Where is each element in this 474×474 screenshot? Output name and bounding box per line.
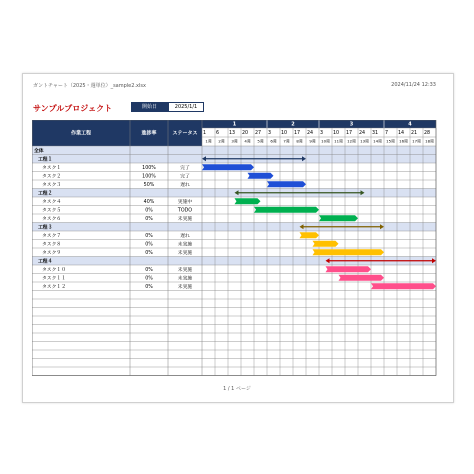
week-number-label: 4週 [244,138,251,144]
task-status: 遅れ [180,182,190,188]
task-bar[interactable] [326,266,372,272]
week-number-label: 17週 [412,138,421,144]
week-number-label: 1週 [205,138,212,144]
gantt-chart-grid [32,120,440,384]
week-date-label: 17 [346,131,353,136]
week-date-label: 27 [255,131,262,136]
month-label: 1 [232,121,237,128]
task-bar[interactable] [313,249,385,255]
task-status: 完了 [180,174,190,180]
phase-name: 工程２ [38,191,53,197]
week-date-label: 10 [333,131,340,136]
phase-name: 工程３ [38,225,53,231]
week-number-label: 14週 [373,138,382,144]
task-name: タスク４ [42,199,62,205]
page-number: 1 / 1 ページ [223,386,251,392]
month-label: 2 [291,121,295,128]
task-row [32,240,436,249]
task-progress: 100% [142,165,156,171]
table-row [32,350,436,359]
task-status: TODO [177,208,193,214]
task-progress: 0% [145,208,153,214]
week-number-label: 16週 [399,138,408,144]
task-row [32,180,436,189]
task-status: 完了 [180,165,190,171]
task-bar[interactable] [267,181,306,187]
task-status: 未実施 [177,267,193,273]
task-progress: 0% [145,276,153,282]
week-date-label: 28 [424,131,431,136]
task-status: 未実施 [177,284,193,290]
week-number-label: 13週 [360,138,369,144]
task-progress: 0% [145,250,153,256]
table-row [32,342,436,351]
week-date-label: 14 [398,131,405,136]
column-header-status: ステータス [172,130,198,137]
week-date-label: 24 [307,131,314,136]
task-status: 未実施 [177,250,193,256]
week-date-label: 31 [372,131,379,136]
column-header-progress: 進捗率 [141,130,157,137]
task-row [32,206,436,215]
task-progress: 100% [142,174,156,180]
task-status: 未実施 [177,276,193,282]
task-name: タスク８ [42,242,62,248]
week-date-label: 6 [216,131,220,136]
phase-name: 工程４ [38,259,53,265]
week-number-label: 8週 [296,138,303,144]
task-name: タスク５ [42,208,62,214]
task-progress: 0% [145,242,153,248]
task-row [32,231,436,240]
task-status: 未実施 [177,216,193,222]
printed-timestamp: 2024/11/24 12:33 [391,82,436,88]
phase-row [32,189,436,198]
overall-row-label: 全体 [34,148,44,154]
task-row [32,265,436,274]
task-name: タスク１１ [42,276,66,282]
table-row [32,291,436,300]
task-bar[interactable] [235,198,261,204]
week-date-label: 21 [411,131,418,136]
start-date-label: 開始日 [131,102,168,112]
week-number-label: 3週 [231,138,238,144]
week-date-label: 3 [320,131,324,136]
task-bar[interactable] [254,207,319,213]
phase-name: 工程１ [38,157,53,163]
task-bar[interactable] [313,241,339,247]
table-row [32,316,436,325]
table-row [32,333,436,342]
month-label: 3 [349,121,354,128]
table-row [32,299,436,308]
project-title: サンプルプロジェクト [33,104,113,113]
week-date-label: 13 [229,131,236,136]
table-row [32,367,436,376]
task-progress: 0% [145,216,153,222]
task-progress: 0% [145,233,153,239]
week-number-label: 5週 [257,138,264,144]
week-date-label: 24 [359,131,366,136]
week-date-label: 3 [268,131,272,136]
week-date-label: 7 [385,131,389,136]
task-bar[interactable] [202,164,254,170]
week-date-label: 17 [294,131,301,136]
week-number-label: 12週 [347,138,356,144]
week-number-label: 7週 [283,138,290,144]
start-date-value[interactable]: 2025/1/1 [168,102,204,112]
task-progress: 40% [143,199,155,205]
task-name: タスク２ [42,174,62,180]
task-status: 遅れ [180,233,190,239]
task-name: タスク１０ [42,267,66,273]
task-progress: 50% [143,182,155,188]
week-number-label: 2週 [218,138,225,144]
week-number-label: 15週 [386,138,395,144]
column-header-task: 作業工程 [70,130,92,137]
table-row [32,359,436,368]
task-bar[interactable] [371,283,436,289]
week-date-label: 1 [203,131,207,136]
task-row [32,172,436,181]
task-name: タスク９ [42,250,62,256]
task-bar[interactable] [300,232,320,238]
task-row [32,197,436,206]
table-row [32,146,436,155]
task-status: 実施中 [177,199,193,205]
task-name: タスク７ [42,233,62,239]
week-number-label: 6週 [270,138,277,144]
week-number-label: 9週 [309,138,316,144]
task-bar[interactable] [339,275,385,281]
week-date-label: 20 [242,131,249,136]
week-number-label: 10週 [321,138,330,144]
week-date-label: 10 [281,131,288,136]
task-row [32,214,436,223]
table-row [32,325,436,334]
task-name: タスク３ [42,182,62,188]
task-name: タスク６ [42,216,62,222]
table-row [32,308,436,317]
task-progress: 0% [145,267,153,273]
week-number-label: 11週 [334,138,343,144]
file-title: ガントチャート（2025・週単位）_sample2.xlsx [33,83,146,89]
task-progress: 0% [145,284,153,290]
task-status: 未実施 [177,242,193,248]
task-name: タスク１２ [42,284,66,290]
task-bar[interactable] [248,173,274,179]
task-bar[interactable] [319,215,358,221]
month-label: 4 [408,121,412,128]
week-number-label: 18週 [425,138,434,144]
task-name: タスク１ [42,165,62,171]
